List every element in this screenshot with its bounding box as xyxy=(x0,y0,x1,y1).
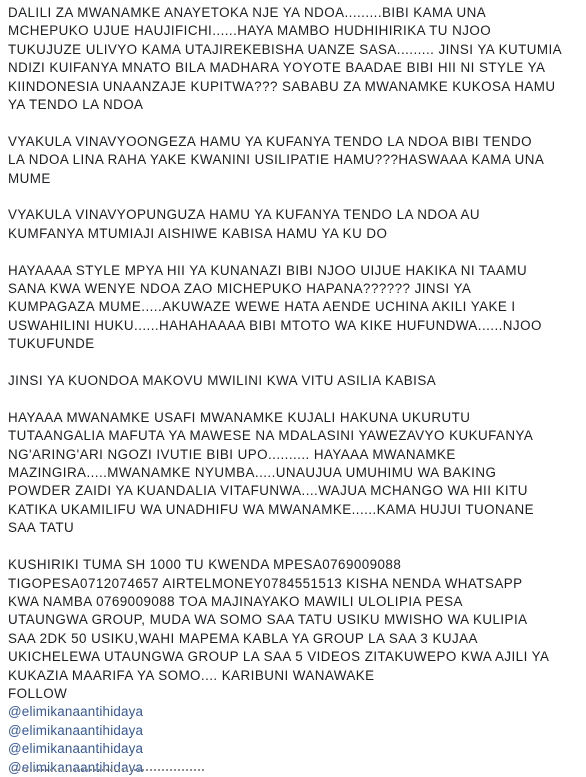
mention-link[interactable]: @elimikanaantihidaya xyxy=(8,759,144,775)
truncated-text-fragment xyxy=(14,769,204,775)
post-body xyxy=(8,4,574,777)
post-paragraph-6: HAYAAA MWANAMKE USAFI MWANAMKE KUJALI HAKUNA UKURUTU TUTAANGALIA MAFUTA YA MAWESE NA MDALASINI YAWEZAVYO KUKUFANYA NG'ARING'ARI NGOZI IVUTIE BIBI UPO.......... HAYAAA MWANAMKE MAZINGIRA.....MWANAMKE NYUMBA.....UNAUJUA UMUHIMU WA BAKING POWDER ZAIDI YA KUANDALIA VITAFUNWA....WAJUA MCHANGO WA HII KITU KATIKA UKAMILIFU WA UNADHIFU WA MWANAMKE......KAMA HUJUI TUONANE SAA TATU xyxy=(8,409,535,536)
mention-link[interactable]: @elimikanaantihidaya xyxy=(8,741,144,757)
mention-link[interactable]: @elimikanaantihidaya xyxy=(8,704,144,720)
mention-link[interactable]: @elimikanaantihidaya xyxy=(8,722,144,738)
post-paragraph-7: KUSHIRIKI TUMA SH 1000 TU KWENDA MPESA0769009088 TIGOPESA0712074657 AIRTELMONEY0784551513 KISHA NENDA WHATSAPP KWA NAMBA 0769009088 TOA MAJINAYAKO MAWILI ULOLIPIA PESA UTAUNGWA GROUP, MUDA WA SOMO SAA TATU USIKU MWISHO WA KULIPIA SAA 2DK 50 USIKU,WAHI MAPEMA KABLA YA GROUP LA SAA 3 KUJAA UKICHELEWA UTAUNGWA GROUP LA SAA 5 VIDEOS ZITAKUWEPO KWA AJILI YA KUKAZIA MAARIFA YA SOMO.... KARIBUNI WANAWAKE FOLLOW xyxy=(8,557,550,701)
post-paragraph-1: DALILI ZA MWANAMKE ANAYETOKA NJE YA NDOA.........BIBI KAMA UNA MCHEPUKO UJUE HAUJIFICHI......HAYA MAMBO HUDHIHIRIKA TU NJOO TUKUJUZE ULIVYO KAMA UTAJIREKEBISHA UANZE SASA......... JINSI YA KUTUMIA NDIZI KUIFANYA MNATO BILA MADHARA YOYOTE BAADAE BIBI HII NI STYLE YA KIINDONESIA UNAANZAJE KUPITWA??? SABABU ZA MWANAMKE KUKOSA HAMU YA TENDO LA NDOA xyxy=(8,5,563,113)
post-paragraph-2: VYAKULA VINAVYOONGEZA HAMU YA KUFANYA TENDO LA NDOA BIBI TENDO LA NDOA LINA RAHA YAKE KWANINI USILIPATIE HAMU???HASWAAA KAMA UNA MUME xyxy=(8,133,545,186)
post-paragraph-4: HAYAAAA STYLE MPYA HII YA KUNANAZI BIBI NJOO UIJUE HAKIKA NI TAAMU SANA KWA WENYE NDOA ZAO MICHEPUKO HAPANA?????? JINSI YA KUMPAGAZA MUME.....AKUWAZE WEWE HATA AENDE UCHINA AKILI YAKE I USWAHILINI HUKU......HAHAHAAAA BIBI MTOTO WA KIKE HUFUNDWA......NJOO TUKUFUNDE xyxy=(8,262,542,352)
post-paragraph-5: JINSI YA KUONDOA MAKOVU MWILINI KWA VITU ASILIA KABISA xyxy=(8,373,437,389)
post-paragraph-3: VYAKULA VINAVYOPUNGUZA HAMU YA KUFANYA TENDO LA NDOA AU KUMFANYA MTUMIAJI AISHIWE KABISA HAMU YA KU DO xyxy=(8,207,480,241)
truncated-text-line xyxy=(14,765,214,777)
